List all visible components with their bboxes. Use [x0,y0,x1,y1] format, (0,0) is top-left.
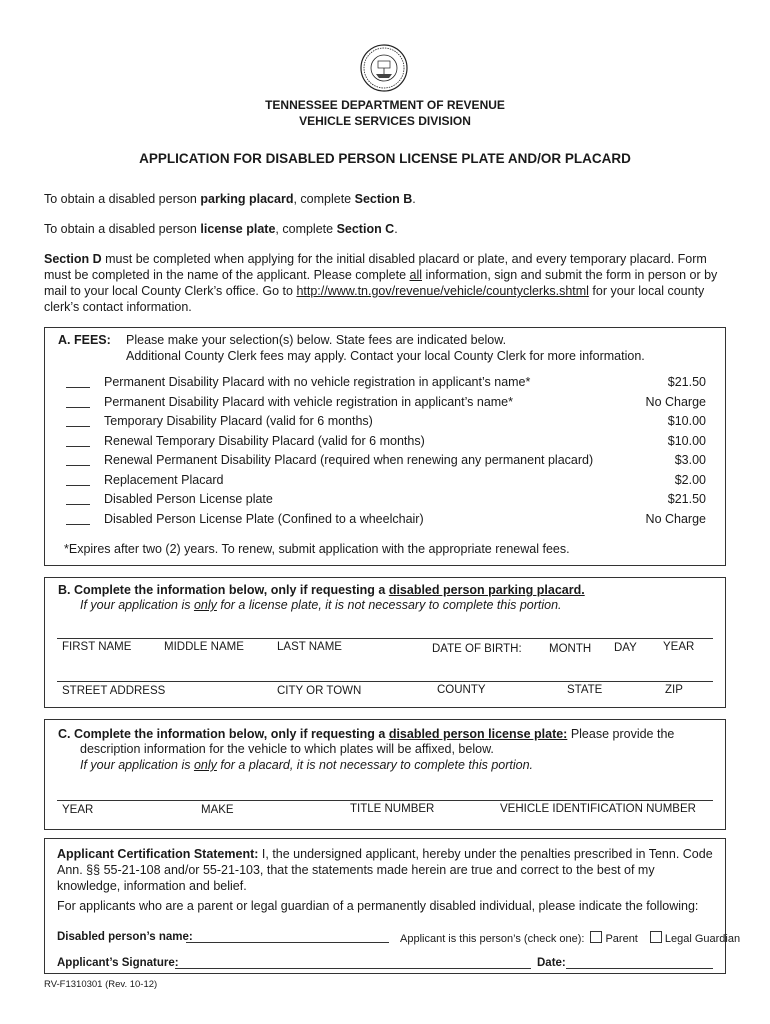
fee-price: $2.00 [674,472,706,487]
date-of-birth-label: DATE OF BIRTH: [432,643,522,655]
middle-name-label: MIDDLE NAME [164,641,244,653]
fee-label: Permanent Disability Placard with vehicle registration in applicant’s name* [104,394,513,409]
fee-price: $3.00 [674,453,706,467]
disabled-name-line[interactable] [186,942,389,943]
section-a-instruction-2: Additional County Clerk fees may apply. Contact your local County Clerk for more information. [126,349,645,363]
signature-line[interactable] [175,968,531,969]
vehicle-year-label: YEAR [62,804,94,816]
section-a-instruction-1: Please make your selection(s) below. State fees are indicated below. [126,333,507,347]
fee-price: $10.00 [667,433,706,448]
legal-guardian-checkbox[interactable] [650,931,662,943]
form-id: RV-F1310301 (Rev. 10-12) [44,979,158,990]
fee-row [66,451,706,470]
fee-row [66,510,706,529]
section-b-address-line[interactable] [57,681,713,682]
fee-row [66,373,706,392]
form-title: APPLICATION FOR DISABLED PERSON LICENSE PLATE AND/OR PLACARD [139,151,631,166]
section-c-line2: description information for the vehicle to which plates will be affixed, below. [80,742,494,756]
fee-row [66,432,706,451]
fee-label: Disabled Person License Plate (Confined to a wheelchair) [104,511,424,526]
year-label: YEAR [663,641,695,653]
parent-guardian-instruction: For applicants who are a parent or legal guardian of a permanently disabled individual, please indicate the following: [57,899,699,913]
fee-label: Permanent Disability Placard with no vehicle registration in applicant’s name* [104,375,531,389]
section-c-vehicle-line[interactable] [57,800,713,801]
section-b-name-line[interactable] [57,638,713,639]
section-c-heading: C. Complete the information below, only if requesting a disabled person license plate: Please provide the [58,727,675,741]
date-label: Date: [537,957,566,969]
fee-selection-blank[interactable] [66,471,90,486]
fee-price: $10.00 [667,414,706,428]
division-name: VEHICLE SERVICES DIVISION [299,114,471,128]
fee-row [66,471,706,490]
certification-statement: Applicant Certification Statement: I, the undersigned applicant, hereby under the penalties prescribed in Tenn. Code Ann. §§ 55-21-108 and/or 55-21-103, that the statements made herein are true and correct to the best of my knowledge, information and belief. [57,847,713,893]
fee-price: No Charge [645,511,706,526]
fee-selection-blank[interactable] [66,490,90,505]
fee-label: Renewal Temporary Disability Placard (valid for 6 months) [104,433,425,448]
zip-label: ZIP [665,684,683,696]
fee-row [66,393,706,412]
fees-footnote: *Expires after two (2) years. To renew, submit application with the appropriate renewal fees. [64,542,570,556]
intro-plate: To obtain a disabled person license plate, complete Section C. [44,222,398,236]
title-number-label: TITLE NUMBER [350,803,435,815]
intro-placard: To obtain a disabled person parking placard, complete Section B. [44,192,416,206]
street-address-label: STREET ADDRESS [62,685,166,697]
section-a-label: A. FEES: [58,333,111,347]
section-b-heading: B. Complete the information below, only if requesting a disabled person parking placard. [58,583,585,597]
fee-selection-blank[interactable] [66,432,90,447]
fee-price: No Charge [645,394,706,409]
relationship-choice: Applicant is this person’s (check one): Parent Legal Guardian [400,933,741,945]
parent-checkbox[interactable] [590,931,602,943]
fee-selection-blank[interactable] [66,412,90,427]
department-name: TENNESSEE DEPARTMENT OF REVENUE [265,98,505,112]
fee-selection-blank[interactable] [66,373,90,388]
intro-section-d: Section D must be completed when applying for the initial disabled placard or plate, and every temporary placard. Form must be completed in the name of the applicant. Please complete all information, sign and submit the form in person or by mail to your local County Clerk’s office. Go to http://www.tn.gov/revenue/vehicle/countyclerks.shtml for your local county clerk’s contact information. [44,252,718,314]
fee-label: Replacement Placard [104,472,224,487]
fee-label: Disabled Person License plate [104,492,273,506]
month-label: MONTH [549,643,592,655]
first-name-label: FIRST NAME [62,641,132,653]
fee-label: Renewal Permanent Disability Placard (required when renewing any permanent placard) [104,453,594,467]
last-name-label: LAST NAME [277,641,342,653]
fee-price: $21.50 [667,375,706,389]
day-label: DAY [614,642,637,654]
fee-selection-blank[interactable] [66,451,90,466]
disabled-name-label: Disabled person’s name: [57,931,193,943]
fee-selection-blank[interactable] [66,510,90,525]
vin-label: VEHICLE IDENTIFICATION NUMBER [500,803,696,815]
fee-row [66,490,706,509]
signature-label: Applicant’s Signature: [57,957,179,969]
state-seal [360,44,408,92]
section-c-note: If your application is only for a placard, it is not necessary to complete this portion. [80,758,534,772]
state-label: STATE [567,684,603,696]
tennessee-seal-icon [360,44,408,92]
date-line[interactable] [566,968,713,969]
fee-label: Temporary Disability Placard (valid for 6 months) [104,414,373,428]
county-clerks-link[interactable]: http://www.tn.gov/revenue/vehicle/countyclerks.shtml [296,284,589,298]
section-b-note: If your application is only for a license plate, it is not necessary to complete this portion. [80,598,562,612]
fee-row [66,412,706,431]
fee-price: $21.50 [667,492,706,506]
county-label: COUNTY [437,684,486,696]
fee-selection-blank[interactable] [66,393,90,408]
city-label: CITY OR TOWN [277,685,362,697]
vehicle-make-label: MAKE [201,804,234,816]
